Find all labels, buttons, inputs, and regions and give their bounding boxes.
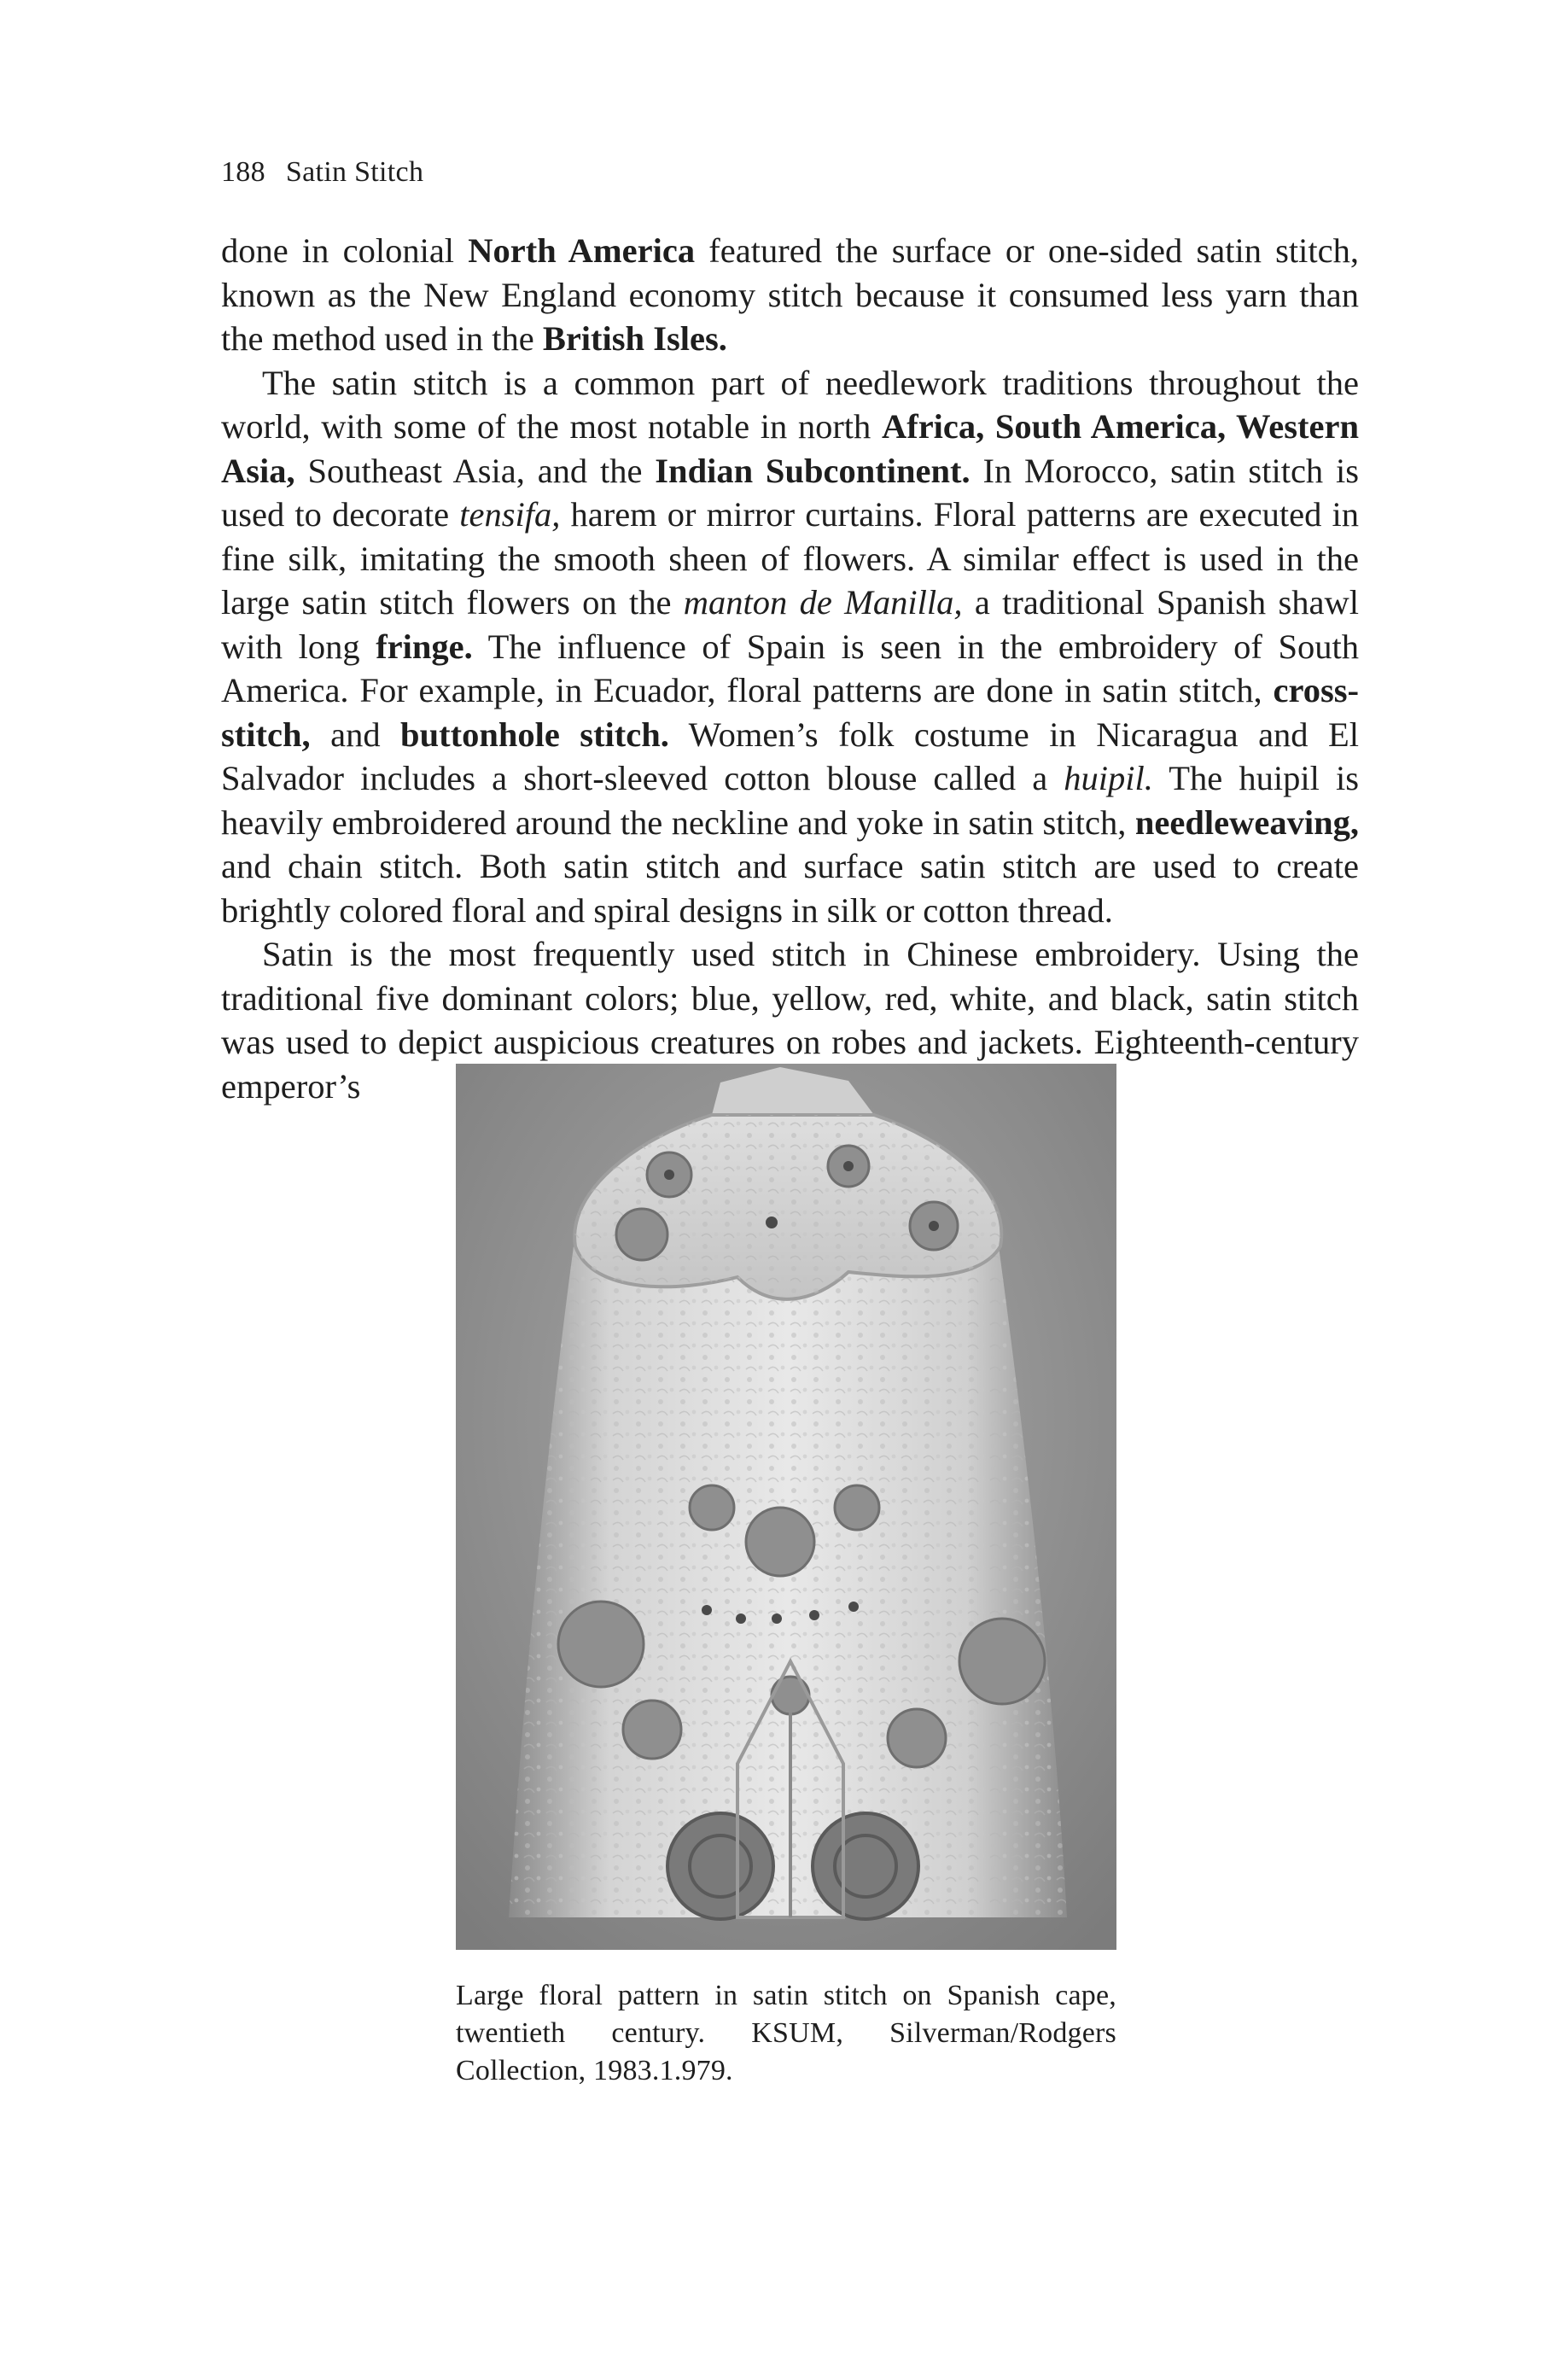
figure-caption: Large floral pattern in satin stitch on Spanish cape, twentieth century. KSUM, Silverman/Rodgers Collection, 1983.1.979. xyxy=(456,1980,1116,2086)
text-run: a traditional Spanish shawl with long xyxy=(221,583,1359,666)
body-text xyxy=(221,229,1359,1108)
cross-reference-term: Indian Subcontinent. xyxy=(655,451,971,490)
text-run: Satin is the most frequently used stitch in Chinese embroidery. Using the traditional five dominant colors; blue, yellow, red, white, and black, satin stitch was used to depict auspicious creatures on robes and jackets. Eighteenth-century emperor’s xyxy=(221,935,1359,1106)
cross-reference-term: needleweaving, xyxy=(1134,802,1359,842)
paragraph xyxy=(221,229,1359,361)
cross-reference-term: North America xyxy=(468,231,696,270)
running-header xyxy=(221,154,423,191)
text-run: The influence of Spain is seen in the embroidery of South America. For example, in Ecuador, floral patterns are done in satin stitch, xyxy=(221,627,1359,709)
text-run: done in colonial xyxy=(221,231,469,270)
text-run: featured the surface or one-sided satin stitch, known as the New England economy stitch because it consumed less yarn than the method used in the xyxy=(221,231,1360,358)
cross-reference-term: fringe. xyxy=(376,627,473,666)
cape-illustration xyxy=(456,1064,1116,1950)
text-run: In Morocco, satin stitch is used to decorate xyxy=(221,451,1360,534)
text-run: harem or mirror curtains. Floral patterns are executed in fine silk, imitating the smooth sheen of flowers. A similar effect is used in the large satin stitch flowers on the xyxy=(221,495,1359,621)
cape-photograph xyxy=(456,1064,1116,1950)
page-number: 188 xyxy=(221,156,265,188)
running-title: Satin Stitch xyxy=(285,156,424,188)
cape-lace-pattern xyxy=(509,1246,1067,1917)
text-run: Southeast Asia, and the xyxy=(294,451,656,490)
text-run: The satin stitch is a common part of needlework traditions throughout the world, with some of the most notable in north xyxy=(221,363,1359,446)
paragraph xyxy=(221,361,1359,933)
italic-term: manton de Manilla, xyxy=(683,583,963,621)
italic-term: tensifa, xyxy=(459,495,561,534)
cross-reference-term: British Isles. xyxy=(542,319,727,358)
text-run: and xyxy=(310,715,401,754)
cross-reference-term: Africa, South America, Western Asia, xyxy=(221,407,1360,490)
text-run: The huipil is heavily embroidered around the neckline and yoke in satin stitch, xyxy=(221,759,1359,842)
cross-reference-term: cross-stitch, xyxy=(221,671,1359,754)
cross-reference-term: buttonhole stitch. xyxy=(400,715,669,754)
text-run: Women’s folk costume in Nicaragua and El Salvador includes a short-sleeved cotton blouse called a xyxy=(221,715,1360,797)
text-run: and chain stitch. Both satin stitch and surface satin stitch are used to create brightly colored floral and spiral designs in silk or cotton thread. xyxy=(221,847,1359,930)
italic-term: huipil. xyxy=(1064,759,1153,797)
